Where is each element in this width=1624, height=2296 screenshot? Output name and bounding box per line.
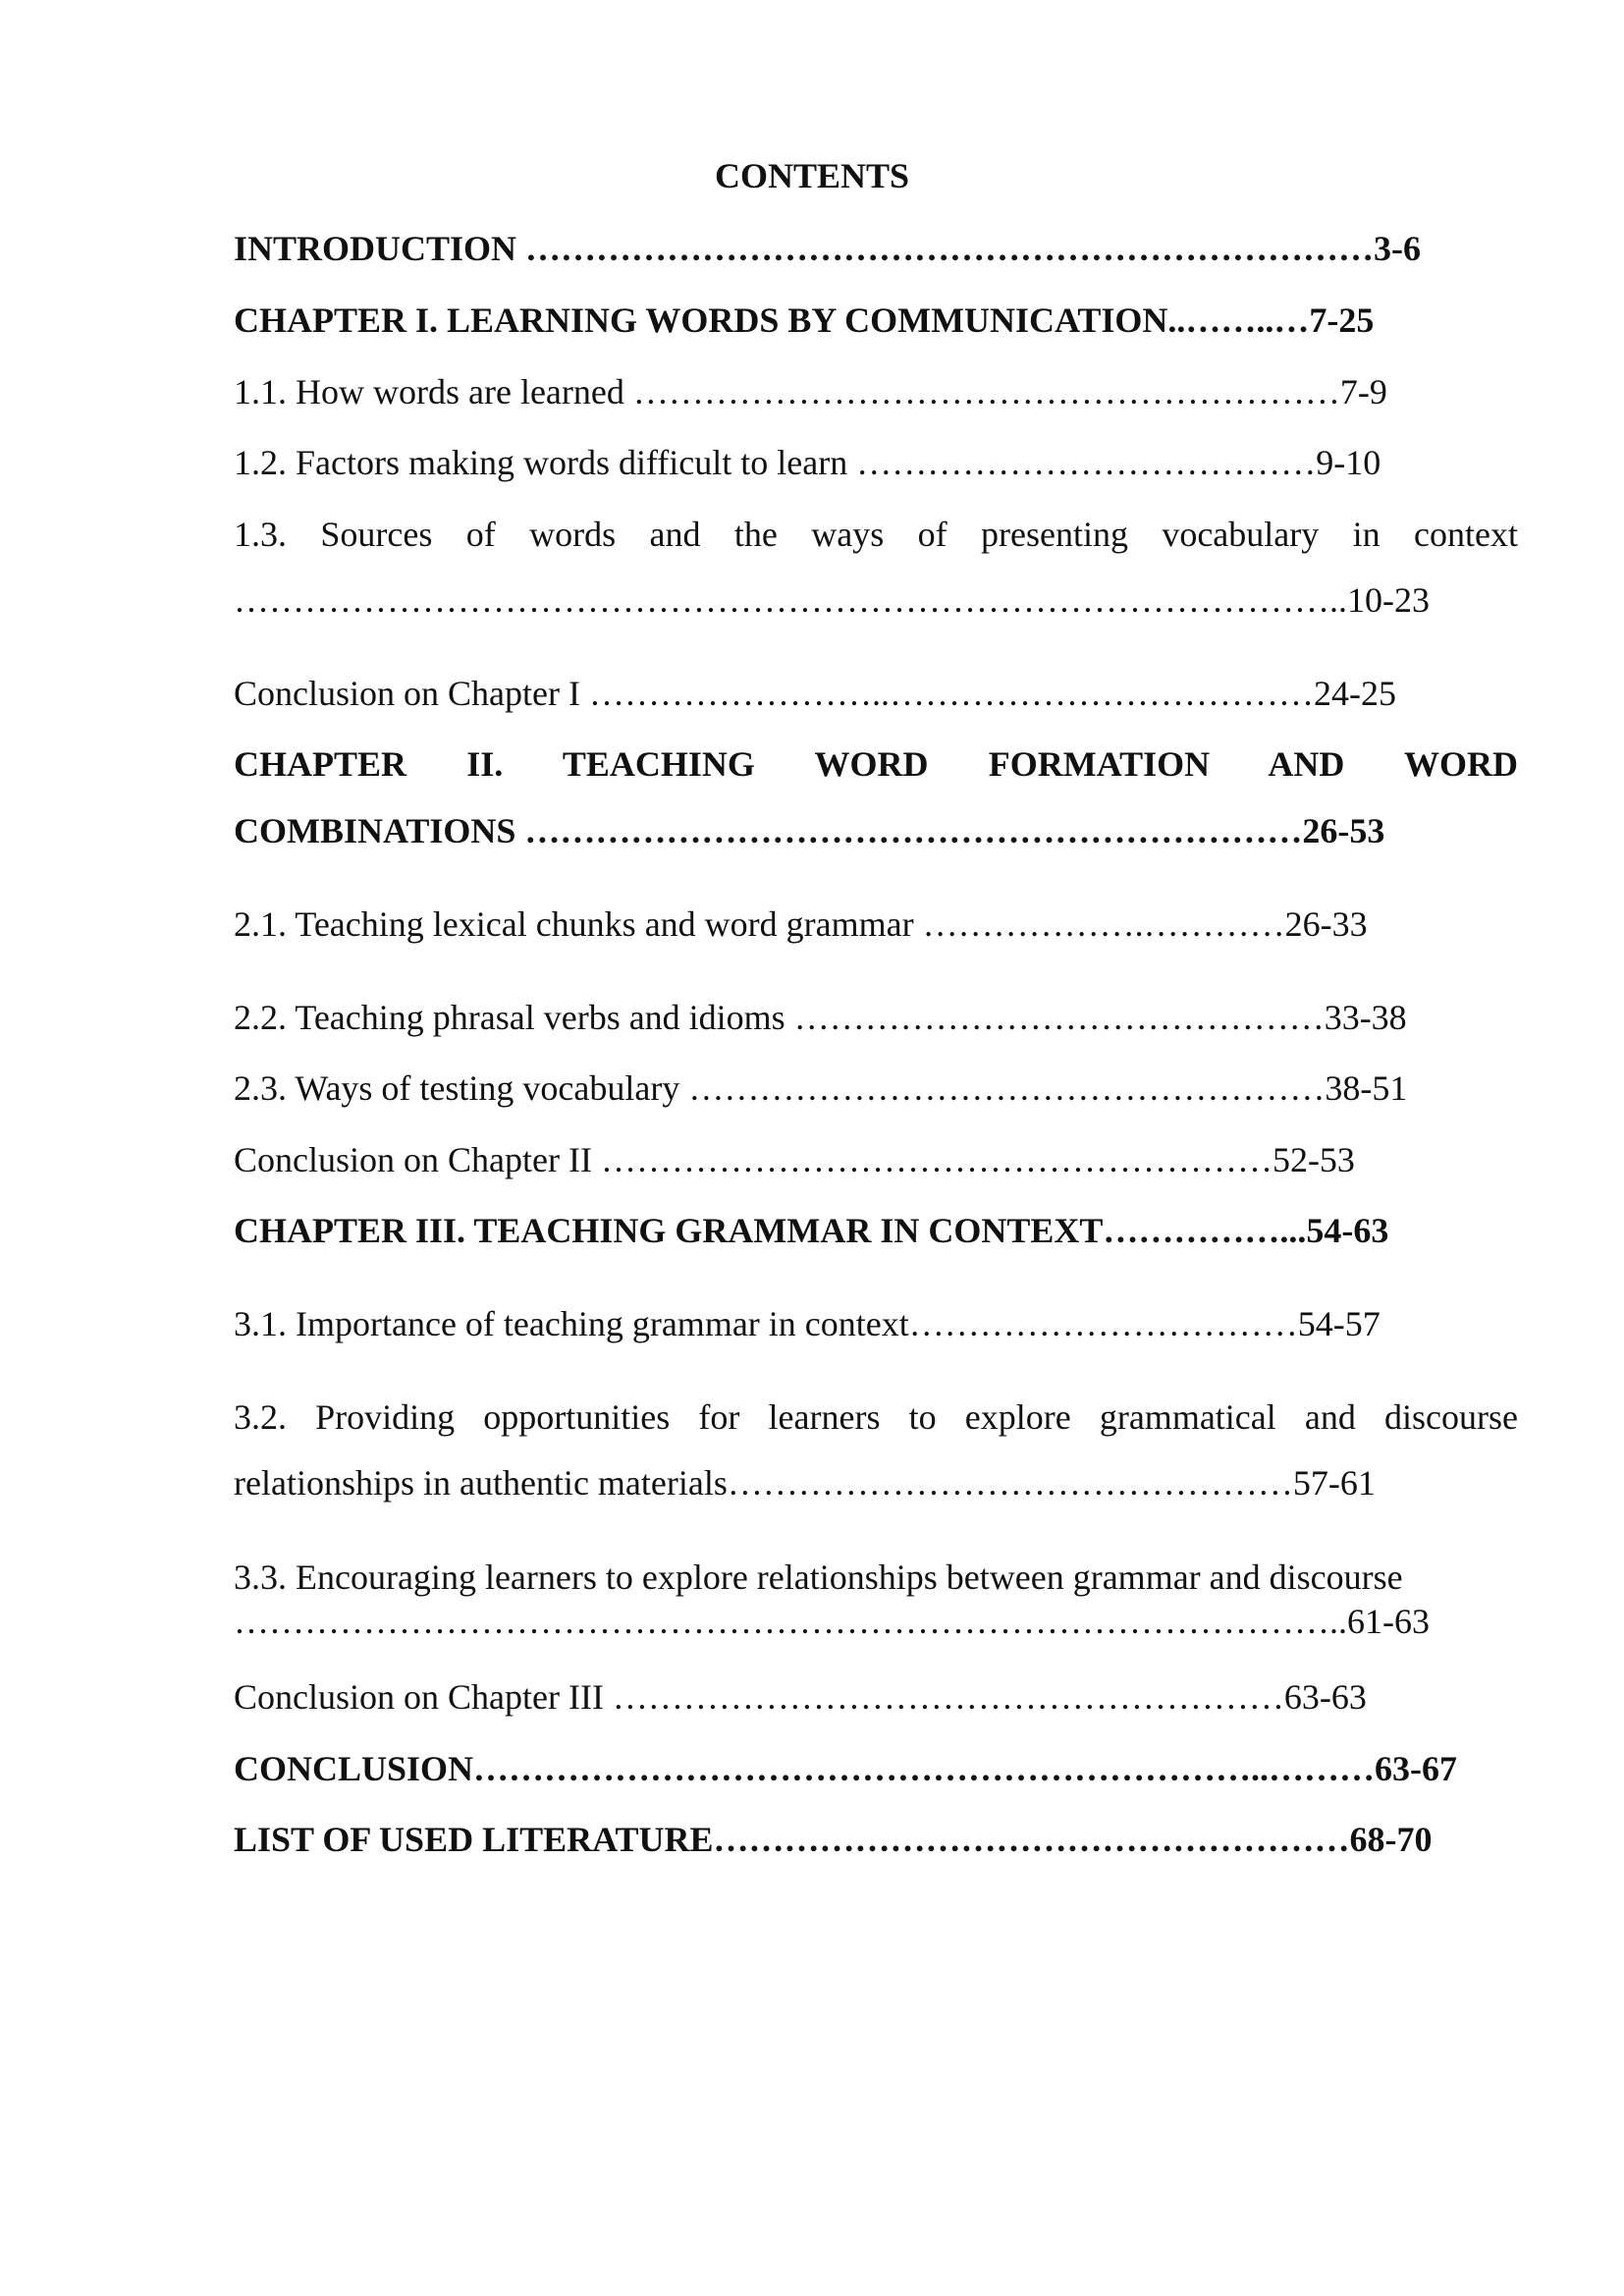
toc-entry-2-3: 2.3. Ways of testing vocabulary ………………………………………………38-51 <box>234 1068 1408 1108</box>
toc-entry-conclusion-chapter-3: Conclusion on Chapter III …………………………………………………63-63 <box>234 1677 1367 1717</box>
toc-entry-2-2: 2.2. Teaching phrasal verbs and idioms ………………………………………33-38 <box>234 998 1407 1037</box>
toc-entry-introduction: INTRODUCTION ………………………………………………………………3-6 <box>234 229 1422 268</box>
toc-entry-chapter-1: CHAPTER I. LEARNING WORDS BY COMMUNICATION..……..…7-25 <box>234 301 1375 340</box>
toc-entry-chapter-2-line-2: COMBINATIONS …………………………………………………………26-53 <box>234 811 1385 850</box>
toc-entry-literature: LIST OF USED LITERATURE………………………………………………68-70 <box>234 1820 1433 1859</box>
toc-entry-chapter-2-line-1: CHAPTER II. TEACHING WORD FORMATION AND WORD <box>234 744 1518 784</box>
toc-entry-1-1: 1.1. How words are learned ……………………………………………………7-9 <box>234 372 1387 411</box>
toc-entry-2-1: 2.1. Teaching lexical chunks and word grammar ……………….…………26-33 <box>234 904 1368 944</box>
toc-entry-1-3-line-1: 1.3. Sources of words and the ways of presenting vocabulary in context <box>234 515 1518 554</box>
toc-entry-1-3-line-2: …………………………………………………………………………………..10-23 <box>234 580 1430 620</box>
toc-entry-conclusion: CONCLUSION…………………………………………………………..………63-67 <box>234 1749 1458 1788</box>
toc-entry-conclusion-chapter-2: Conclusion on Chapter II …………………………………………………52-53 <box>234 1140 1355 1179</box>
toc-entry-3-3-line-2: …………………………………………………………………………………..61-63 <box>234 1602 1430 1641</box>
toc-entry-1-2: 1.2. Factors making words difficult to learn …………………………………9-10 <box>234 443 1381 482</box>
page-title: CONTENTS <box>714 156 910 195</box>
toc-entry-3-1: 3.1. Importance of teaching grammar in context……………………………54-57 <box>234 1304 1380 1343</box>
toc-entry-3-2-line-2: relationships in authentic materials…………………………………………57-61 <box>234 1463 1376 1503</box>
toc-entry-conclusion-chapter-1: Conclusion on Chapter I ……………………..………………………………24-25 <box>234 674 1396 713</box>
toc-entry-3-3-line-1: 3.3. Encouraging learners to explore relationships between grammar and discourse <box>234 1558 1403 1597</box>
toc-entry-3-2-line-1: 3.2. Providing opportunities for learners to explore grammatical and discourse <box>234 1397 1518 1437</box>
toc-entry-chapter-3: CHAPTER III. TEACHING GRAMMAR IN CONTEXT……………...54-63 <box>234 1211 1389 1250</box>
